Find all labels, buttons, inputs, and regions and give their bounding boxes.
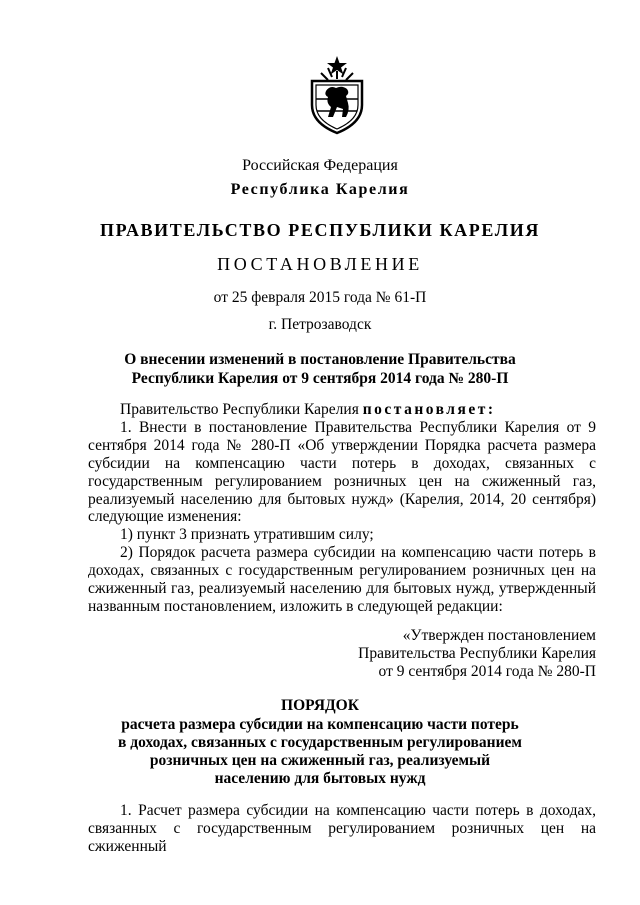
approval-line-2: Правительства Республики Карелия [358, 644, 596, 662]
order-title: ПОРЯДОК [281, 697, 359, 714]
country-name: Российская Федерация [242, 157, 398, 174]
approval-line-3: от 9 сентября 2014 года № 280-П [378, 662, 596, 680]
paragraph-3: 2) Порядок расчета размера субсидии на компенсацию части потерь в доходах, связанных с государственным регулированием розничных цен на сжиженный газ, реализуемый населению для бытовых нужд, утвержденный названным постановлением, изложить в следующей редакции: [88, 544, 596, 615]
paragraph-2: 1) пункт 3 признать утратившим силу; [120, 526, 374, 544]
order-subtitle-2: в доходах, связанных с государственным регулированием [118, 734, 522, 751]
order-body [88, 802, 596, 856]
subject-line-1: О внесении изменений в постановление Правительства [124, 351, 516, 368]
decree-body [88, 401, 596, 616]
government-name: ПРАВИТЕЛЬСТВО РЕСПУБЛИКИ КАРЕЛИЯ [100, 220, 540, 240]
preamble: Правительство Республики Карелия постановляет: [120, 401, 496, 418]
order-subtitle-1: расчета размера субсидии на компенсацию части потерь [121, 716, 519, 733]
order-subtitle-3: розничных цен на сжиженный газ, реализуемый [149, 752, 491, 769]
city: г. Петрозаводск [268, 316, 372, 333]
subject-line-2: Республики Карелия от 9 сентября 2014 года № 280-П [131, 370, 509, 387]
approval-stamp [330, 627, 596, 681]
karelia-coat-of-arms-icon [306, 55, 368, 135]
document-type: ПОСТАНОВЛЕНИЕ [217, 254, 423, 274]
approval-line-1: «Утвержден постановлением [402, 627, 596, 644]
republic-name: Республика Карелия [230, 181, 410, 198]
order-subtitle-4: населению для бытовых нужд [214, 770, 426, 787]
decree-word: постановляет: [362, 401, 496, 418]
order-paragraph-1: 1. Расчет размера субсидии на компенсацию части потерь в доходах, связанных с государственным регулированием розничных цен на сжиженный [88, 802, 596, 855]
paragraph-1: 1. Внести в постановление Правительства Республики Карелия от 9 сентября 2014 года № 280-П «Об утверждении Порядка расчета размера субсидии на компенсацию части потерь в доходах, связанных с государственным регулированием розничных цен на сжиженный газ, реализуемый населению для бытовых нужд» (Карелия, 2014, 20 сентября) следующие изменения: [88, 418, 596, 526]
date-and-number: от 25 февраля 2015 года № 61-П [213, 289, 427, 306]
